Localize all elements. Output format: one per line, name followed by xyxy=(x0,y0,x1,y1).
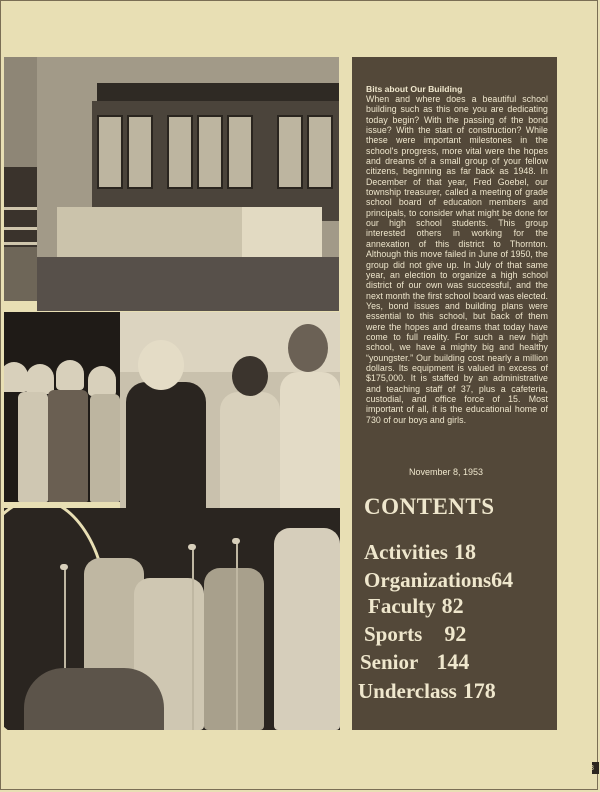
contents-item-page: 178 xyxy=(462,678,496,703)
photo-school-building xyxy=(37,57,339,311)
dedication-date: November 8, 1953 xyxy=(409,467,484,477)
contents-item-sports[interactable] xyxy=(364,622,466,649)
bits-body-text: When and where does a beautiful school building such as this one you are dedicating today begin? With the passing of the bond issue? With the start of construction? While these were important milestones in the school's progress, more vital were the hopes and dreams of a small group of your fellow citizens, beginning as far back as 1948. In December of that year, Fred Goebel, our township treasurer, called a meeting of grade school board of education members and principals, to consider what might be done for our high school students. This group interested others in working for the annexation of this district to Thornton. Although this move failed in June of 1950, the group did not give up. In July of that same year, an election to organize a high school district of our own was successful, and the next month the first school board was elected. Yes, bond issues and building plans were essential to this school, but back of them were the hopes and dreams that today have come to full reality. For such a new high school, we have a mighty big and healthy “youngster.” Our building cost nearly a million dollars. Its equipment is valued in excess of $175,000. It is staffed by an administrative and teaching staff of 37, plus a cafeteria, custodial, and office force of 15. Most important of all, it is the educational home of 730 of our boys and girls. xyxy=(366,94,548,425)
contents-item-faculty[interactable] xyxy=(368,594,464,621)
contents-item-page: 92 xyxy=(444,621,467,646)
contents-item-label: Senior xyxy=(360,650,419,674)
photo-girls-group xyxy=(4,312,120,502)
contents-item-label: Underclass xyxy=(358,679,457,703)
contents-item-label: Activities xyxy=(364,540,448,564)
photo-handshake xyxy=(120,312,340,508)
photo-dedication-ceremony xyxy=(4,508,340,730)
contents-item-label: Organizations xyxy=(364,568,492,592)
contents-item-activities[interactable] xyxy=(364,540,476,567)
contents-item-senior[interactable] xyxy=(360,650,469,677)
text-panel xyxy=(352,57,557,730)
contents-item-label: Sports xyxy=(364,622,423,646)
contents-item-page: 18 xyxy=(453,539,476,564)
contents-item-page: 82 xyxy=(441,593,464,618)
contents-item-page: 64 xyxy=(491,567,514,592)
contents-item-underclass[interactable] xyxy=(358,679,496,706)
contents-item-organizations[interactable] xyxy=(364,568,513,595)
bits-heading: Bits about Our Building xyxy=(366,84,463,94)
contents-item-label: Faculty xyxy=(368,594,436,618)
page-number: 3 xyxy=(590,765,594,772)
contents-item-page: 144 xyxy=(436,649,470,674)
contents-title: CONTENTS xyxy=(364,494,495,519)
